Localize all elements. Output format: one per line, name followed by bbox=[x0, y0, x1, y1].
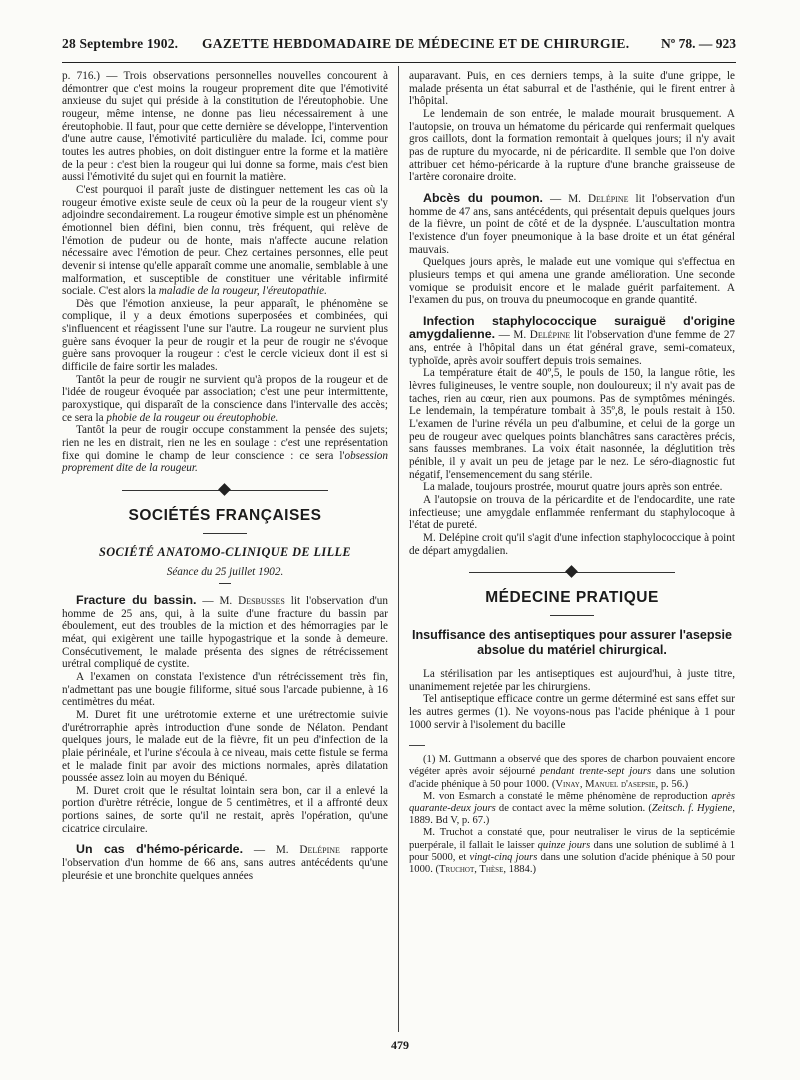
paragraph: Abcès du poumon. — M. Delépine lit l'observation d'un homme de 47 ans, sans antécédents, qui présentait depuis quelques jours de la fièvre, un point de côté et de la dyspnée. L'auscultation montra l'existence d'un foyer pneumonique à la base droite et un état général mauvais. bbox=[409, 190, 735, 256]
footnote-rule bbox=[409, 745, 425, 746]
right-column bbox=[409, 70, 735, 876]
article-title: Insuffisance des antiseptiques pour assurer l'asepsie absolue du matériel chirurgical. bbox=[411, 627, 733, 657]
ornament-divider bbox=[62, 482, 388, 498]
paragraph: Fracture du bassin. — M. Desbusses lit l'observation d'un homme de 25 ans, qui, à la suite d'une fracture du bassin par éboulement, eut des troubles de la miction et des hémorragies par le méat, qui exigèrent une taille hypogastrique et la sonde à demeure. Consécutivement, le malade présenta des signes de rétrécissement urétral compliqué de cystite. bbox=[62, 592, 388, 671]
paragraph: p. 716.) — Trois observations personnelles nouvelles concourent à démontrer que c'est moins la rougeur proprement dite que l'émotivité anxieuse du sujet qui préside à la constitution de l'éreutophobie. Une rougeur, même intense, ne donne pas lieu nécessairement à une éreutophobie. Il faut, pour que cette dernière se développe, l'intervention d'une autre cause, l'émotivité particulière du malade. Ici, comme pour toutes les autres phobies, on doit distinguer entre la forme et la matière de la peur : c'est bien la rougeur qui lui donne sa forme, mais c'est bien aussi l'émotivité du sujet qui en fournit la matière. bbox=[62, 70, 388, 184]
paragraph: La stérilisation par les antiseptiques est aujourd'hui, à juste titre, unanimement rejetée par les chirurgiens. bbox=[409, 667, 735, 693]
footnote: M. Truchot a constaté que, pour neutraliser le virus de la septicémie puerpérale, il fallait le laisser quinze jours dans une solution de sublimé à 1 pour 5000, et vingt-cinq jours dans une solution d'acide phénique à 50 pour 1000. (Truchot, Thèse, 1884.) bbox=[409, 827, 736, 876]
paragraph: auparavant. Puis, en ces derniers temps, à la suite d'une grippe, le malade présenta un état saburral et de l'asthénie, qui le firent entrer à l'hôpital. bbox=[409, 70, 735, 108]
article-subhead: Abcès du poumon. bbox=[423, 190, 543, 205]
section-title: SOCIÉTÉS FRANÇAISES bbox=[128, 507, 322, 524]
paragraph: Infection staphylococcique suraiguë d'origine amygdalienne. — M. Delépine lit l'observation d'une femme de 27 ans, entrée à l'hôpital dans un état général grave, semi-comateux, typhoïde, après avoir souffert depuis trois semaines. bbox=[409, 313, 736, 367]
footnote: M. von Esmarch a constaté le même phénomène de reproduction après quarante-deux jours de contact avec la même solution. (Zeitsch. f. Hygiene, 1889. Bd V, p. 67.) bbox=[409, 790, 735, 827]
article-subhead: Un cas d'hémo-péricarde. bbox=[76, 842, 244, 857]
paragraph: C'est pourquoi il paraît juste de distinguer nettement les cas où la rougeur émotive existe seule de ceux où la peur de la rougeur vient s'y adjoindre secondairement. La rougeur émotive simple est un phénomène émotionnel bien défini, bien connu, très fréquent, qui relève de l'émotion de pudeur ou de honte, mais n'affecte aucune relation nécessaire avec l'émotion de peur. Chez certaines personnes, elle peut devenir si intense qu'elle apparaît comme une anomalie, semblable à une malformation, et susceptible de constituer une véritable infirmité sociale. C'est alors la maladie de la rougeur, l'éreutopathie. bbox=[62, 183, 388, 298]
ornament-divider bbox=[409, 564, 735, 580]
paragraph: Tel antiseptique efficace contre un germe déterminé est sans effet sur les autres germes (1). Ne voyons-nous pas l'acide phénique à 1 pour 1000 servir à l'isolement du bacille bbox=[409, 693, 735, 731]
section-title: MÉDECINE PRATIQUE bbox=[485, 589, 659, 607]
paragraph: La malade, toujours prostrée, mourut quatre jours après son entrée. bbox=[423, 481, 723, 494]
issue-date: 28 Septembre 1902. bbox=[62, 36, 179, 51]
paragraph: A l'examen on constata l'existence d'un rétrécissement très fin, n'admettant pas une bougie filiforme, situé sous l'arcade pubienne, à 16 centimètres du méat. bbox=[62, 670, 388, 709]
column-divider bbox=[398, 66, 399, 1032]
paragraph: Un cas d'hémo-péricarde. — M. Delépine rapporte l'observation d'un homme de 66 ans, sans autres antécédents qu'une pleurésie et une bronchite quelques années bbox=[62, 842, 388, 882]
society-name: SOCIÉTÉ ANATOMO-CLINIQUE DE LILLE bbox=[98, 544, 351, 559]
left-column bbox=[62, 70, 388, 882]
paragraph: Tantôt la peur de rougir occupe constamment la pensée des sujets; rien ne les en distrait, rien ne les en soulage : c'est une représentation fixe qui domine le champ de leur conscience : ce sera l'obsession proprement dite de la rougeur. bbox=[62, 424, 388, 475]
header-rule bbox=[62, 62, 736, 63]
paragraph: A l'autopsie on trouva de la péricardite et de l'endocardite, une rate infectieuse; une amygdale enflammée renfermant du staphylocoque à l'état de pureté. bbox=[409, 494, 735, 532]
running-header bbox=[62, 30, 736, 56]
paragraph: Quelques jours après, le malade eut une vomique qui s'effectua en plusieurs temps et qui amena une grande amélioration. Une seconde vomique se produisit encore et le malade guérit parfaitement. A l'examen du pus, on trouva du pneumocoque en grande quantité. bbox=[409, 256, 735, 307]
short-rule bbox=[550, 615, 594, 616]
article-subhead: Fracture du bassin. bbox=[76, 592, 197, 607]
paragraph: M. Delépine croit qu'il s'agit d'une infection staphylococcique à point de départ amygdalien. bbox=[409, 531, 735, 557]
session-date: Séance du 25 juillet 1902. bbox=[62, 566, 388, 584]
article-subhead: Infection staphylococcique suraiguë d'origine amygdalienne. bbox=[409, 313, 735, 342]
page-number: 479 bbox=[391, 1038, 409, 1052]
paragraph: Dès que l'émotion anxieuse, la peur apparaît, le phénomène se complique, il y a deux émotions superposées et combinées, qui s'influencent et réagissent l'une sur l'autre. La rougeur ne survient plus guère sans évoquer la peur de rougir et la peur de rougir ne s'évoque guère sans provoquer la rougeur : c'est le cercle vicieux dont il est si difficile de faire sortir les malades. bbox=[62, 297, 388, 374]
paragraph: M. Duret croit que le résultat lointain sera bon, car il a enlevé la portion d'urètre rétrécie, longue de 5 centimètres, et il a affronté deux portions saines, de sorte qu'il ne restait, après l'opération, qu'une cicatrice circulaire. bbox=[62, 784, 388, 835]
short-rule bbox=[203, 533, 247, 534]
paragraph: La température était de 40º,5, le pouls de 150, la langue rôtie, les lèvres fuligineuses, le ventre souple, non douloureux; il n'y avait pas de taches, rien au cœur, rien aux poumons. Pas de symptômes méningés. Le lendemain, la température tombait à 35º,8, le pouls restait à 150. L'examen de l'urine révéla un peu d'albumine, et celui de la gorge un peu de rougeur avec quelques points blanchâtres sans caractères précis, sans fausses membranes. La voix était nasonnée, la déglutition très pénible, il y avait un peu de jetage par le nez. Le séro-diagnostic fut négatif, l'ensemencement du sang stérile. bbox=[409, 367, 735, 481]
paragraph: Le lendemain de son entrée, le malade mourait brusquement. A l'autopsie, on trouva un hématome du péricarde qui renfermait quelques gros caillots, dont la formation remontait à quelques jours; il n'y avait pas de rupture du myocarde, ni de péricardite. Il semble que l'on doive attribuer cet hémo-péricarde à la rupture d'une branche graisseuse de l'artère coronaire droite. bbox=[409, 107, 735, 184]
paragraph: M. Duret fit une urétrotomie externe et une urétrectomie suivie d'urétrorraphie après introduction d'une sonde de Nélaton. Pendant quelques jours, le malade eut de la fièvre, fit un peu d'infection de la plaie périnéale, et l'urine s'écoula à ce niveau, mais cette fistule se ferma et le malade finit par avoir des mictions normales, après dilatation poussée assez loin au moyen du Béniqué. bbox=[62, 708, 388, 785]
footnote: (1) M. Guttmann a observé que des spores de charbon pouvaient encore végéter après avoir séjourné pendant trente-sept jours dans une solution d'acide phénique à 50 pour 1000. (Vinay, Manuel d'asepsie, p. 56.) bbox=[409, 754, 735, 790]
journal-title: GAZETTE HEBDOMADAIRE DE MÉDECINE ET DE CHIRURGIE. bbox=[202, 36, 630, 51]
issue-number: Nº 78. — 923 bbox=[661, 36, 736, 51]
paragraph: Tantôt la peur de rougir ne survient qu'à propos de la rougeur et de l'idée de rougeur évoquée par association; c'est une peur intermittente, paroxystique, qui disparaît de la conscience dans l'intervalle des accès; ce sera la phobie de la rougeur ou éreutophobie. bbox=[62, 373, 388, 424]
footnotes bbox=[409, 745, 735, 876]
